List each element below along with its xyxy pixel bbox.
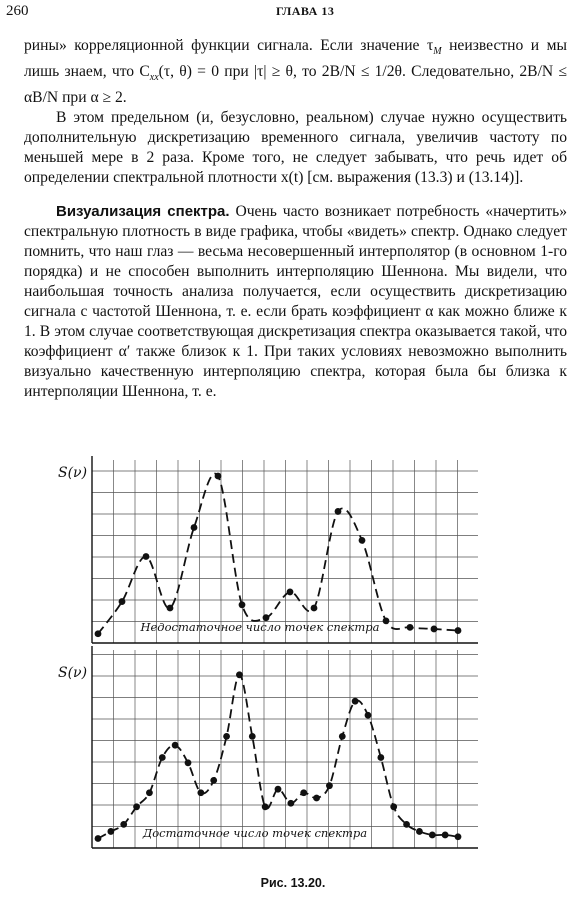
sample-point [359,537,366,544]
sample-point [119,598,126,605]
sample-point [215,473,222,480]
sample-point [383,618,390,625]
sample-point [287,800,294,807]
paragraph-1 [24,36,567,108]
p1-sub-m: M [433,46,442,58]
spectrum-figure [0,455,586,865]
sample-point [210,777,217,784]
sample-point [352,698,359,705]
sample-point [185,759,192,766]
sample-point [455,833,462,840]
sample-point [143,553,150,560]
sample-point [197,789,204,796]
sample-point [300,789,307,796]
section-title: Визуализация спектра. [56,203,230,221]
sample-point [146,789,153,796]
sample-point [455,627,462,634]
section-paragraph [24,202,567,402]
sample-point [416,828,423,835]
sample-point [167,605,174,612]
sample-point [95,835,102,842]
sample-point [159,754,166,761]
y-axis-label: S(ν) [58,665,88,681]
sample-point [390,803,397,810]
sample-point [377,754,384,761]
p1-part-c: (τ, θ) = 0 при |τ| ≥ θ, то 2B/N ≤ 1/2θ. Следовательно, 2B/N ≤ αB/N при α ≥ 2. [24,63,567,107]
sample-point [287,589,294,596]
figure-caption: Рис. 13.20. [260,876,326,890]
page-number: 260 [6,3,29,19]
p1-part-a: рины» корреляционной функции сигнала. Если значение τ [24,37,434,54]
sample-point [335,508,342,515]
sample-point [275,786,282,793]
p1-part-b: неизвестно и мы лишь знаем, что C [24,37,567,81]
sample-point [403,821,410,828]
y-axis-label: S(ν) [58,465,88,481]
sample-point [431,626,438,633]
figure [0,455,586,865]
plot-annotation: Достаточное число точек спектра [142,826,368,840]
plot-annotation: Недостаточное число точек спектра [140,620,380,634]
running-head: ГЛАВА 13 [276,4,335,18]
sample-point [95,630,102,637]
sample-point [133,803,140,810]
sample-point [442,832,449,839]
body-text [24,36,567,402]
sample-point [365,712,372,719]
sample-point [249,733,256,740]
sample-point [262,803,269,810]
sample-point [236,671,243,678]
sample-point [107,828,114,835]
sample-point [407,624,414,631]
sample-point [311,605,318,612]
paragraph-2: В этом предельном (и, безусловно, реальном) случае нужно осуществить дополнительную дискретизацию временного сигнала, увеличив частоту по меньшей мере в 2 раза. Кроме того, не следует забывать, что речь идет об определении спектральной плотности x(t) [см. выражения (13.3) и (13.14)]. [24,109,567,187]
spectrum-curve [98,474,458,634]
sample-point [120,821,127,828]
sample-point [191,524,198,531]
p1-sub-xx: xx [149,72,159,84]
sample-point [326,782,333,789]
sample-point [172,742,179,749]
sample-point [223,733,230,740]
sample-point [429,832,436,839]
sample-point [339,733,346,740]
sample-point [313,795,320,802]
section-body: Очень часто возникает потребность «начертить» спектральную плотность в виде графика, чтобы «видеть» спектр. Однако следует помнить, что наш глаз — весьма несовершенный интерполятор (в основном 1-го порядка) и не способен выполнить интерполяцию Шеннона. Мы видели, что наибольшая точность анализа получается, если осуществить дискретизацию сигнала с частотой Шеннона, т. е. если брать коэффициент α как можно ближе к 1. В этом случае соответствующая дискретизация спектра оказывается такой, что коэффициент α′ также близок к 1. При таких условиях невозможно выполнить визуально качественную интерполяцию спектра, которая была бы близка к интерполяции Шеннона, т. е. [24,203,567,401]
sample-point [239,601,246,608]
spectrum-curve [98,675,458,839]
